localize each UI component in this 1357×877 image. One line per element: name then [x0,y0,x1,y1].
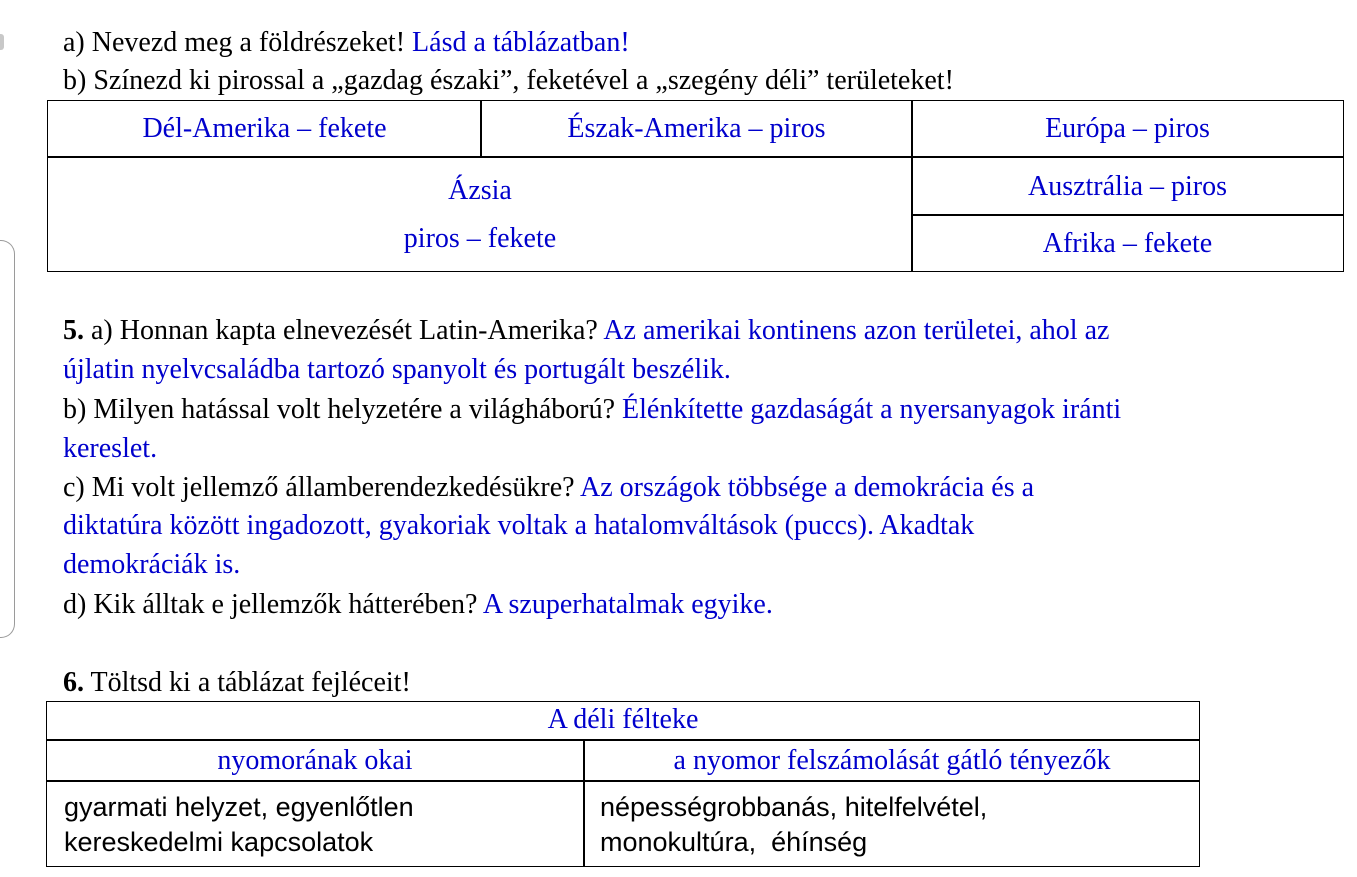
cell-south-america: Dél-Amerika – fekete [142,113,387,144]
task5-a-answer-1: Az amerikai kontinens azon területei, ahol az [603,315,1110,346]
cell-asia [48,158,912,271]
margin-bracket [0,240,15,638]
task5-d-answer: A szuperhatalmak egyike. [482,589,773,620]
asia-color: piros – fekete [403,222,557,254]
task5-c-answer-3: demokráciák is. [63,549,241,580]
table-title: A déli félteke [547,704,699,735]
task5-line-8 [63,589,773,621]
cell-australia: Ausztrália – piros [1027,170,1228,202]
task4-a-answer: Lásd a táblázatban! [412,27,630,58]
task5-c-answer-2: diktatúra között ingadozott, gyakoriak voltak a hatalomváltások (puccs). Akadtak [63,510,975,541]
task5-b-question: b) Milyen hatással volt helyzetére a világháború? [63,394,623,425]
col2-header: a nyomor felszámolását gátló tényezők [673,745,1111,776]
col2-line-1: népességrobbanás, hitelfelvétel, [600,792,988,822]
task5-line-5 [63,472,1034,504]
cell-north-america: Észak-Amerika – piros [567,113,826,144]
task5-c-question: c) Mi volt jellemző államberendezkedésükre? [63,472,581,503]
cell-europe: Európa – piros [1045,113,1210,144]
task5-a-answer-2: újlatin nyelvcsaládba tartozó spanyolt és portugált beszélik. [63,354,731,385]
southern-hemisphere-table [46,701,1200,867]
task4-a-question: a) Nevezd meg a földrészeket! [63,27,406,58]
task6-instruction [63,667,411,699]
task4-question-b: b) Színezd ki pirossal a „gazdag északi”, feketével a „szegény déli” területeket! [63,65,954,96]
cell-africa: Afrika – fekete [1042,228,1213,259]
task5-line-3 [63,394,1121,426]
col1-header: nyomorának okai [217,745,413,776]
col2-cell [600,790,987,860]
table-divider [47,780,1199,782]
task5-d-question: d) Kik álltak e jellemzők hátterében? [63,589,483,620]
col1-line-2: kereskedelmi kapcsolatok [64,827,374,857]
task5-line-1 [63,315,1109,347]
task6-instruction-text: Töltsd ki a táblázat fejléceit! [84,667,411,698]
task5-b-answer-1: Élénkítette gazdaságát a nyersanyagok iránti [622,394,1122,425]
task6-number: 6. [63,667,84,698]
task5-b-answer-2: kereslet. [63,433,158,464]
table-divider [47,739,1199,741]
col2-line-2: monokultúra, éhínség [600,827,868,857]
task5-number: 5. [63,315,84,346]
task5-c-answer-1: Az országok többsége a demokrácia és a [580,472,1035,503]
asia-name: Ázsia [448,174,512,206]
margin-mark [0,34,4,50]
task4-question-a [63,27,630,59]
continents-table [47,100,1344,272]
task5-a-question: a) Honnan kapta elnevezését Latin-Amerika? [84,315,604,346]
col1-cell [64,790,414,860]
col1-line-1: gyarmati helyzet, egyenlőtlen [64,792,414,822]
